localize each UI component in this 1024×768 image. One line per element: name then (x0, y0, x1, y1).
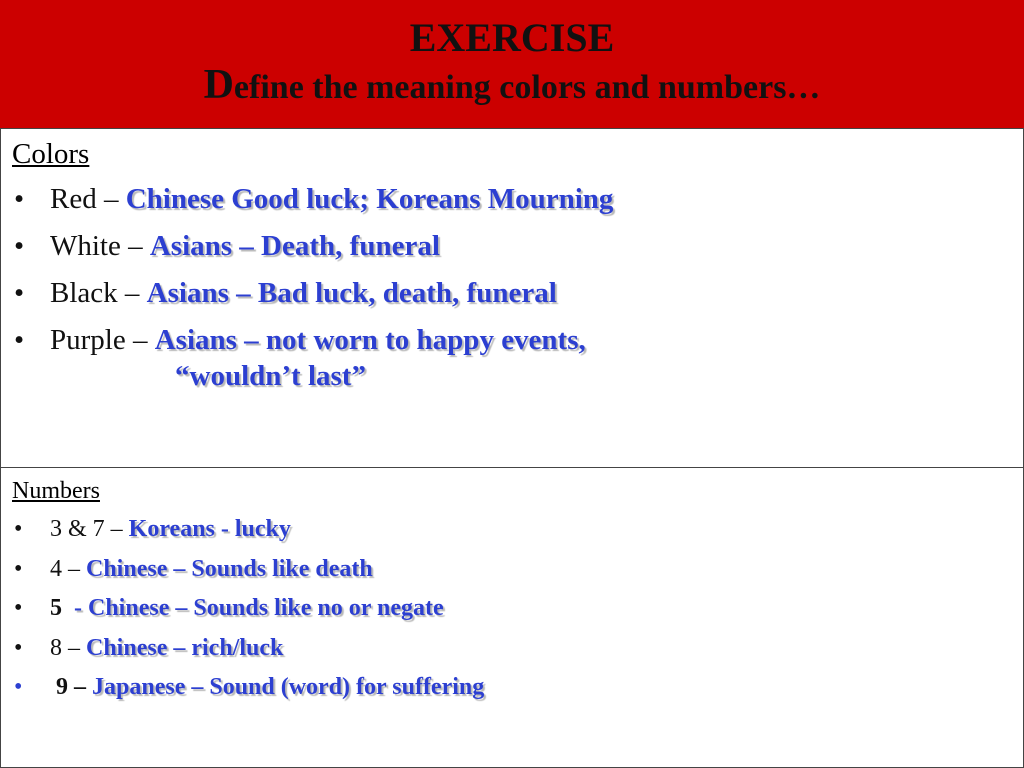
list-item (12, 672, 1013, 702)
color-definition-continuation: “wouldn’t last” (175, 360, 366, 392)
dash: – (117, 277, 147, 309)
number-definition: Chinese – Sounds like death (86, 555, 373, 582)
dash: – (68, 674, 92, 700)
numbers-panel (0, 467, 1024, 768)
subtitle-initial: D (203, 62, 234, 108)
bullet: • (14, 183, 25, 215)
list-item (12, 554, 1013, 584)
dash: – (62, 634, 86, 661)
dash: – (62, 555, 86, 582)
bullet: • (14, 324, 25, 356)
list-item (12, 275, 1013, 311)
color-definition: Asians – not worn to happy events, (154, 324, 586, 356)
dash: – (96, 183, 126, 215)
number-term: 3 & 7 (50, 516, 105, 542)
list-item (12, 228, 1013, 264)
bullet: • (14, 634, 23, 661)
slide-title: EXERCISE (409, 15, 615, 60)
color-term: Black (50, 277, 118, 309)
list-item (12, 322, 1013, 394)
number-definition: Chinese – Sounds like no or negate (88, 595, 444, 621)
number-term: 8 (50, 634, 62, 661)
colors-panel (0, 128, 1024, 469)
color-term: White (50, 230, 121, 262)
dash: – (120, 230, 150, 262)
number-definition: Koreans - lucky (128, 516, 291, 542)
bullet: • (14, 555, 23, 582)
number-definition: Chinese – rich/luck (86, 634, 284, 661)
list-item (12, 514, 1013, 544)
subtitle-rest: efine the meaning colors and numbers… (233, 69, 821, 106)
number-term: 5 (50, 595, 62, 621)
bullet: • (14, 277, 25, 309)
slide-subtitle (0, 64, 1024, 109)
numbers-heading: Numbers (12, 478, 100, 504)
list-item (12, 181, 1013, 217)
number-term: 4 (50, 555, 62, 582)
number-term: 9 (56, 674, 68, 700)
bullet: • (14, 595, 23, 621)
bullet: • (14, 230, 25, 262)
numbers-list (12, 514, 1013, 712)
color-definition: Asians – Bad luck, death, funeral (146, 277, 557, 309)
list-item (12, 633, 1013, 663)
dash: – (104, 516, 129, 542)
list-item (12, 593, 1013, 623)
dash: – (125, 324, 155, 356)
colors-heading: Colors (12, 138, 90, 170)
colors-list (12, 181, 1013, 405)
dash: - (62, 595, 88, 621)
color-definition: Asians – Death, funeral (149, 230, 440, 262)
color-term: Red (50, 183, 97, 215)
bullet: • (14, 674, 23, 700)
bullet: • (14, 516, 23, 542)
number-definition: Japanese – Sound (word) for suffering (92, 674, 485, 700)
color-term: Purple (50, 324, 126, 356)
color-definition: Chinese Good luck; Koreans Mourning (125, 183, 614, 215)
slide-header (0, 0, 1024, 128)
